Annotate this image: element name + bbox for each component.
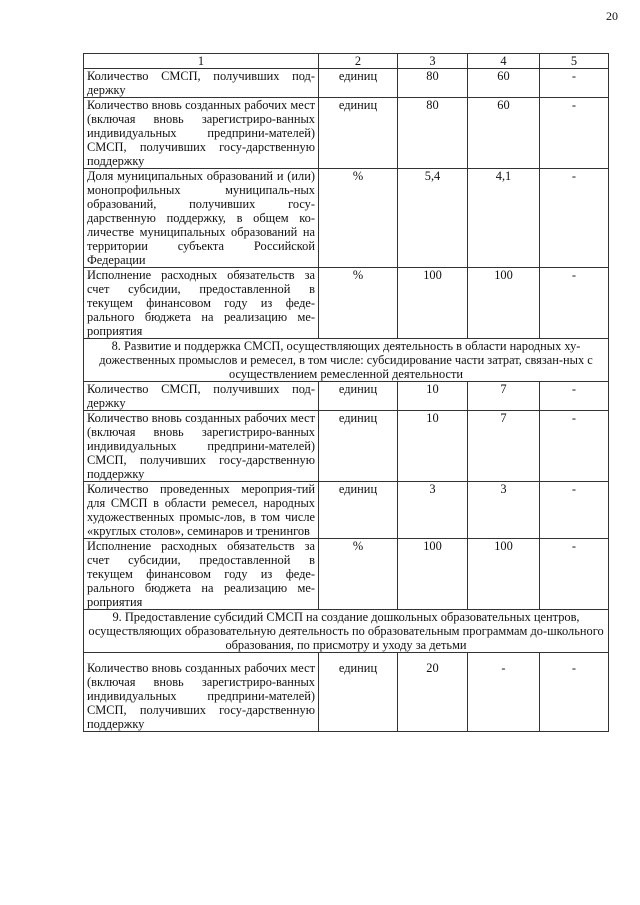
value-col-4-cell: 7	[468, 411, 540, 482]
section-title: 9. Предоставление субсидий СМСП на создание дошкольных образовательных центров, осуществляющих образовательную деятельность по образовательным программам до-школьного образования, по присмотру и уходу за детьми	[84, 610, 609, 653]
unit-cell: единиц	[319, 482, 398, 539]
header-col-2: 2	[319, 54, 398, 69]
spacer-cell	[398, 653, 468, 662]
table-row	[84, 411, 609, 482]
table-row	[84, 661, 609, 732]
unit-cell: единиц	[319, 382, 398, 411]
value-col-5-cell: -	[540, 411, 609, 482]
unit-cell: единиц	[319, 661, 398, 732]
page-number: 20	[606, 9, 618, 23]
indicators-table	[83, 53, 609, 732]
value-col-4-cell: 60	[468, 69, 540, 98]
table-row	[84, 482, 609, 539]
value-col-4-cell: -	[468, 661, 540, 732]
value-col-5-cell: -	[540, 482, 609, 539]
indicator-cell: Исполнение расходных обязательств за счет субсидии, предоставленной в текущем финансовом году из феде-рального бюджета на реализацию ме-роприятия	[84, 268, 319, 339]
table-row	[84, 539, 609, 610]
value-col-3-cell: 100	[398, 268, 468, 339]
spacer-cell	[319, 653, 398, 662]
indicator-cell: Количество вновь созданных рабочих мест (включая вновь зарегистриро-ванных индивидуальных предприни-мателей) СМСП, получивших госу-дарственную поддержку	[84, 661, 319, 732]
value-col-3-cell: 80	[398, 98, 468, 169]
value-col-5-cell: -	[540, 169, 609, 268]
table-header-row	[84, 54, 609, 69]
section-row	[84, 610, 609, 653]
header-col-4: 4	[468, 54, 540, 69]
spacer-cell	[468, 653, 540, 662]
table-row	[84, 98, 609, 169]
value-col-3-cell: 80	[398, 69, 468, 98]
value-col-4-cell: 100	[468, 539, 540, 610]
spacer-row	[84, 653, 609, 662]
value-col-4-cell: 4,1	[468, 169, 540, 268]
value-col-4-cell: 60	[468, 98, 540, 169]
indicator-cell: Доля муниципальных образований и (или) монопрофильных муниципаль-ных образований, получивших госу-дарственную поддержку, в общем ко-личестве муниципальных образований на территории субъекта Российской Федерации	[84, 169, 319, 268]
section-row	[84, 339, 609, 382]
indicator-cell: Количество проведенных мероприя-тий для СМСП в области ремесел, народных художественных промыс-лов, в том числе «круглых столов», семинаров и тренингов	[84, 482, 319, 539]
table-row	[84, 382, 609, 411]
unit-cell: %	[319, 539, 398, 610]
header-col-5: 5	[540, 54, 609, 69]
value-col-3-cell: 10	[398, 411, 468, 482]
value-col-4-cell: 100	[468, 268, 540, 339]
value-col-4-cell: 3	[468, 482, 540, 539]
table-body	[84, 69, 609, 732]
value-col-5-cell: -	[540, 382, 609, 411]
table-row	[84, 268, 609, 339]
value-col-5-cell: -	[540, 69, 609, 98]
header-col-3: 3	[398, 54, 468, 69]
unit-cell: %	[319, 169, 398, 268]
value-col-5-cell: -	[540, 98, 609, 169]
table-row	[84, 69, 609, 98]
indicator-cell: Количество вновь созданных рабочих мест (включая вновь зарегистриро-ванных индивидуальных предприни-мателей) СМСП, получивших госу-дарственную поддержку	[84, 411, 319, 482]
value-col-3-cell: 20	[398, 661, 468, 732]
value-col-3-cell: 10	[398, 382, 468, 411]
table-row	[84, 169, 609, 268]
value-col-4-cell: 7	[468, 382, 540, 411]
unit-cell: единиц	[319, 69, 398, 98]
value-col-5-cell: -	[540, 661, 609, 732]
value-col-3-cell: 5,4	[398, 169, 468, 268]
spacer-cell	[84, 653, 319, 662]
value-col-3-cell: 3	[398, 482, 468, 539]
unit-cell: единиц	[319, 98, 398, 169]
unit-cell: единиц	[319, 411, 398, 482]
unit-cell: %	[319, 268, 398, 339]
indicator-cell: Количество вновь созданных рабочих мест (включая вновь зарегистриро-ванных индивидуальных предприни-мателей) СМСП, получивших госу-дарственную поддержку	[84, 98, 319, 169]
indicator-cell: Количество СМСП, получивших под-держку	[84, 69, 319, 98]
header-col-1: 1	[84, 54, 319, 69]
value-col-5-cell: -	[540, 268, 609, 339]
value-col-3-cell: 100	[398, 539, 468, 610]
indicator-cell: Исполнение расходных обязательств за счет субсидии, предоставленной в текущем финансовом году из феде-рального бюджета на реализацию ме-роприятия	[84, 539, 319, 610]
section-title: 8. Развитие и поддержка СМСП, осуществляющих деятельность в области народных ху-дожественных промыслов и ремесел, в том числе: субсидирование части затрат, связан-ных с осуществлением ремесленной деятельности	[84, 339, 609, 382]
value-col-5-cell: -	[540, 539, 609, 610]
spacer-cell	[540, 653, 609, 662]
indicator-cell: Количество СМСП, получивших под-держку	[84, 382, 319, 411]
